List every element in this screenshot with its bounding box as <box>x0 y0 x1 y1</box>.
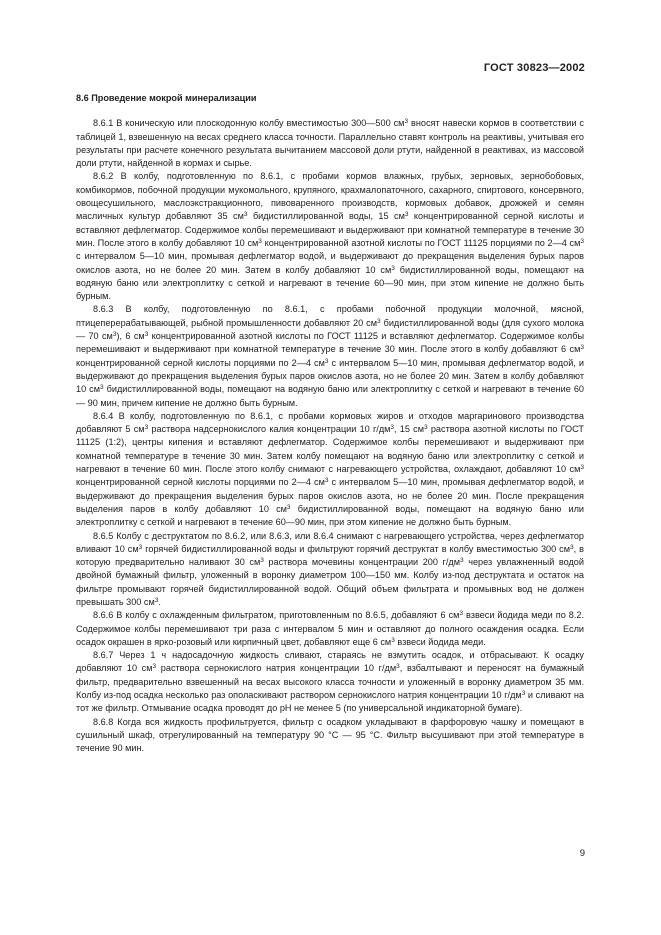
paragraph-8-6-1: 8.6.1 В коническую или плоскодонную колбу вместимостью 300—500 $см^3$ вносят навески кормов в соответствии с таблицей 1, взвешенную на весах среднего класса точности. Параллельно ставят контроль на реактивы, учитывая его результаты при расчете конечного результата вычитанием массовой доли ртути, найденной в реактивах, из массовой доли ртути, найденной в кормах и сырье. <box>76 118 584 169</box>
paragraph-8-6-3: 8.6.3 В колбу, подготовленную по 8.6.1, с пробами побочной продукции молочной, мясной, птицеперерабатывающей, рыбной промышленности добавляют 20 $см^3$ бидистиллированной воды (для сухого молока — 70 $см^3$), 6 $см^3$ концентрированной азотной кислоты по ГОСТ 11125 и вставляют дефлегматор. Содержимое колбы перемешивают и выдерживают при комнатной температуре в течение 30 мин. После этого в колбу добавляют 6 $см^3$ концентрированной серной кислоты порциями по 2—4 $см^3$ с интервалом 5—10 мин, промывая дефлегматор водой, и выдерживают до прекращения выделения бурых паров окислов азота, но не более 20 мин. Затем в колбу добавляют 10 $см^3$ бидистиллированной воды, помещают на водяную баню или электроплитку с сеткой и нагревают в течение 60 — 90 мин, причем кипение не должно быть бурным. <box>76 304 584 408</box>
paragraph-8-6-5: 8.6.5 Колбу с деструктатом по 8.6.2, или 8.6.3, или 8.6.4 снимают с нагревающего устройства, через дефлегматор вливают 10 $см^3$ горячей бидистиллированной воды и фильтруют горячий деструктат в колбу вместимостью 300 $см^3$, в которую предварительно наливают 30 $см^3$ раствора мочевины концентрации 200 $г/дм^3$ через увлажненный водой двойной бумажный фильтр, уложенный в воронку диаметром 100—150 мм. Колбу из-под деструктата и остаток на фильтре промывают горячей бидистиллированной водой. Общий объем фильтрата и промывных вод не должен превышать 300 $см^3$. <box>76 530 584 607</box>
page-content <box>76 92 584 756</box>
paragraph-8-6-7: 8.6.7 Через 1 ч надосадочную жидкость сливают, стараясь не взмутить осадок, и отбрасывают. К осадку добавляют 10 $см^3$ раствора сернокислого натрия концентрации 10 $г/дм^3$, взбалтывают и переносят на бумажный фильтр, предварительно взвешенный на весах высокого класса точности и уложенный в воронку диаметром 35 мм. Колбу из-под осадка несколько раз ополаскивают раствором сернокислого натрия концентрации 10 $г/дм^3$ и сливают на тот же фильтр. Отмывание осадка проводят до рН не менее 5 (по универсальной индикаторной бумаге). <box>76 650 584 714</box>
paragraph-8-6-6: 8.6.6 В колбу с охлажденным фильтратом, приготовленным по 8.6.5, добавляют 6 $см^3$ взвеси йодида меди по 8.2. Содержимое колбы перемешивают три раза с интервалом 5 мин и оставляют до полного осаждения осадка. Если осадок окрашен в ярко-розовый или кирпичный цвет, добавляют еще 6 $см^3$ взвеси йодида меди. <box>76 610 585 647</box>
paragraph-8-6-8: 8.6.8 Когда вся жидкость профильтруется, фильтр с осадком укладывают в фарфоровую чашку и помещают в сушильный шкаф, отрегулированный на температуру 90 °С — 95 °С. Фильтр высушивают при этой температуре в течение 90 мин. <box>76 716 584 754</box>
paragraph-8-6-2: 8.6.2 В колбу, подготовленную по 8.6.1, с пробами кормов влажных, грубых, зерновых, зернобобовых, комбикормов, побочной продукции мукомольного, крупяного, крахмалопаточного, сахарного, спиртового, консервного, овощесушильного, маслоэкстракционного, пивоваренного производств, кормовых добавок, дрожжей и семян масличных культур добавляют 35 $см^3$ бидистиллированной воды, 15 $см^3$ концентрированной серной кислоты и вставляют дефлегматор. Содержимое колбы перемешивают и выдерживают при комнатной температуре в течение 30 мин. После этого в колбу добавляют 10 $см^3$ концентрированной азотной кислоты по ГОСТ 11125 порциями по 2—4 $см^3$ с интервалом 5—10 мин, промывая дефлегматор водой, и выдерживают до прекращения выделения бурых паров окислов азота, но не более 20 мин. Затем в колбу добавляют 10 $см^3$ бидистиллированной воды, помещают на водяную баню или электроплитку с сеткой и нагревают в течение 60—90 мин, при этом кипение не должно быть бурным. <box>76 171 585 302</box>
section-heading: 8.6 Проведение мокрой минерализации <box>76 93 257 103</box>
page-number: 9 <box>579 848 585 859</box>
document-code: ГОСТ 30823—2002 <box>483 62 585 74</box>
paragraph-8-6-4: 8.6.4 В колбу, подготовленную по 8.6.1, с пробами кормовых жиров и отходов маргаринового производства добавляют 5 $см^3$ раствора надсернокислого калия концентрации 10 $г/дм^3$, 15 $см^3$ раствора азотной кислоты по ГОСТ 11125 (1:2), центры кипения и вставляют дефлегматор. Содержимое колбы перемешивают и выдерживают при комнатной температуре в течение 30 мин. Затем колбу помещают на водяную баню или электроплитку с сеткой и нагревают в течение 60 мин. После этого колбу снимают с нагревающего устройства, охлаждают, добавляют 10 $см^3$ концентрированной серной кислоты порциями по 2—4 $см^3$ с интервалом 5—10 мин, промывая дефлегматор водой, и выдерживают до прекращения выделения бурых паров окислов азота, но не более 20 мин. После прекращения выделения паров в колбу добавляют 10 $см^3$ бидистиллированной воды, помещают на водяную баню или электроплитку с сеткой и нагревают в течение 60—90 мин, при этом кипение не должно быть бурным. <box>76 410 585 528</box>
